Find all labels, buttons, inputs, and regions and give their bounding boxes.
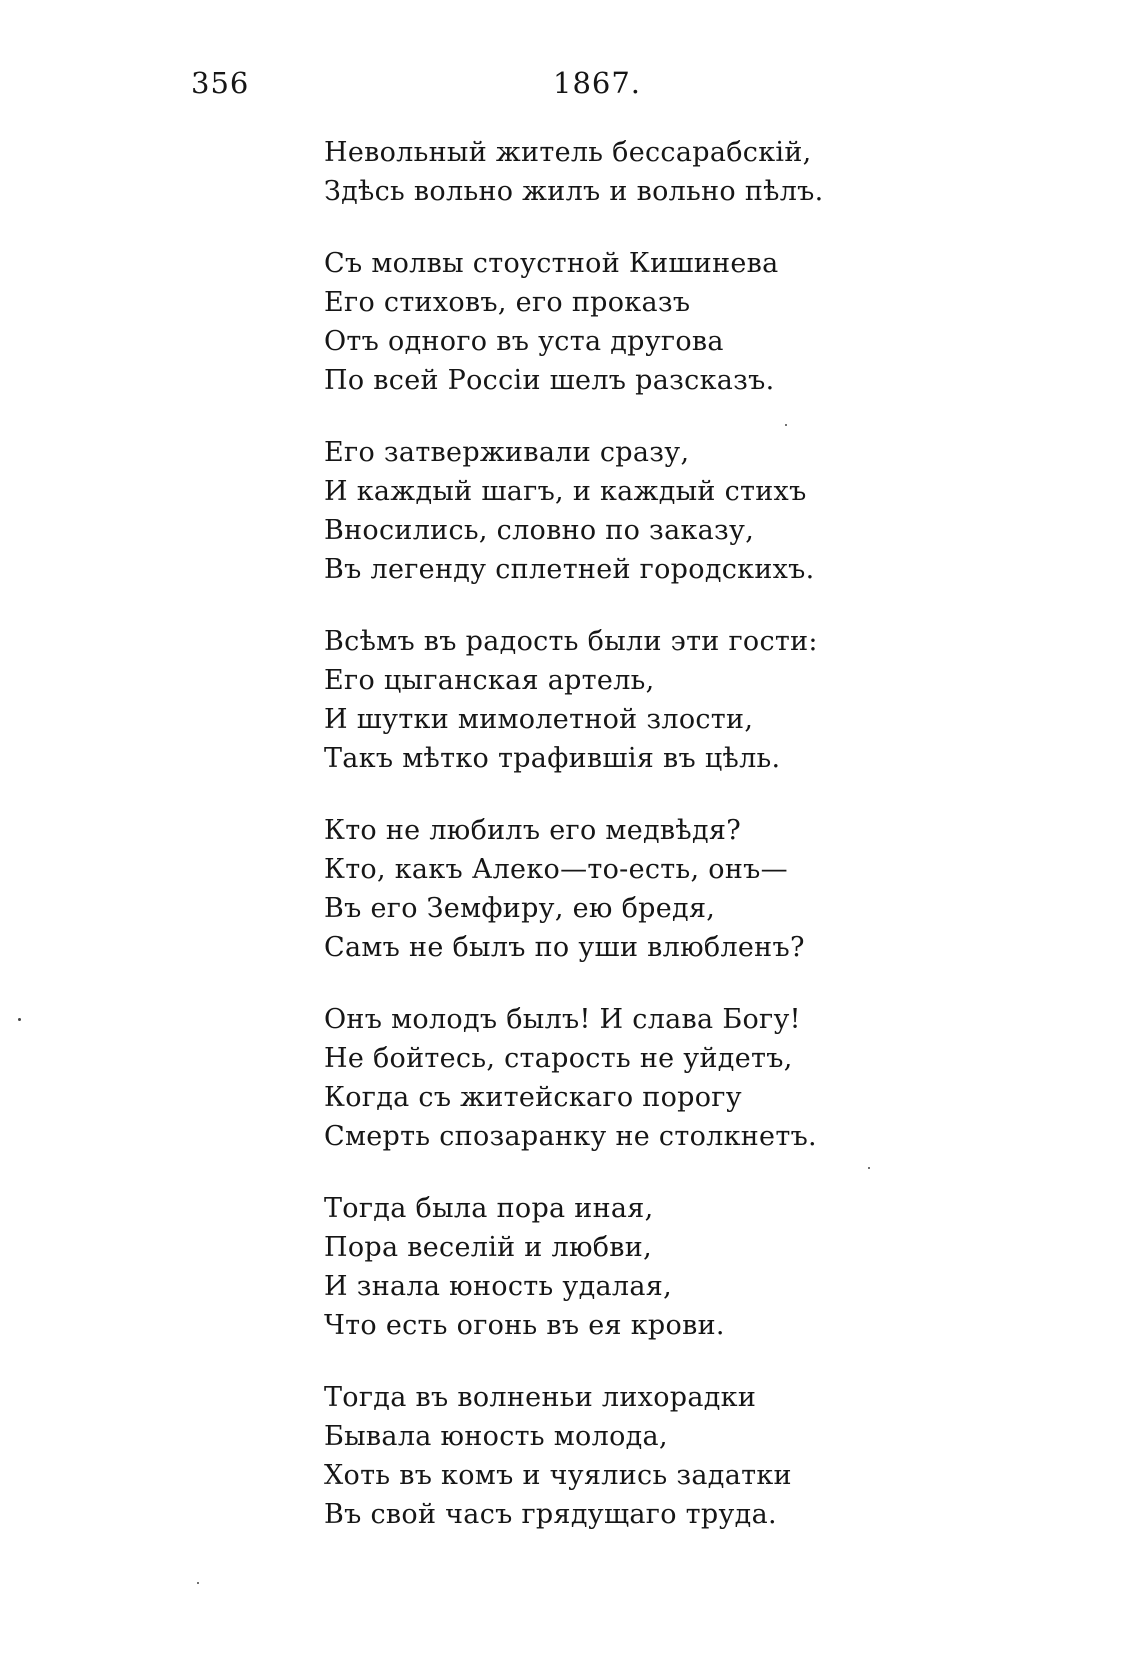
poem-line: Въ легенду сплетней городскихъ.	[324, 554, 815, 585]
poem-line: Не бойтесь, старость не уйдетъ,	[324, 1043, 793, 1074]
poem-line: Бывала юность молода,	[324, 1421, 668, 1452]
poem-line: По всей Россіи шелъ разсказъ.	[324, 365, 775, 396]
poem-line: Самъ не былъ по уши влюбленъ?	[324, 932, 805, 963]
poem	[324, 133, 1044, 1567]
running-head-year: 1867.	[553, 66, 642, 100]
poem-line: Здѣсь вольно жилъ и вольно пѣлъ.	[324, 176, 824, 207]
stanza	[324, 1189, 1044, 1345]
scan-speck	[197, 1582, 199, 1584]
stanza	[324, 1378, 1044, 1534]
poem-line: Кто не любилъ его медвѣдя?	[324, 815, 742, 846]
poem-line: Вносились, словно по заказу,	[324, 515, 755, 546]
poem-line: Что есть огонь въ ея крови.	[324, 1310, 725, 1341]
poem-line: Такъ мѣтко трафившія въ цѣль.	[324, 743, 781, 774]
poem-line: Отъ одного въ уста другова	[324, 326, 724, 357]
poem-line: Тогда въ волненьи лихорадки	[324, 1382, 757, 1413]
poem-line: И знала юность удалая,	[324, 1271, 672, 1302]
stanza	[324, 1000, 1044, 1156]
poem-line: Его затверживали сразу,	[324, 437, 690, 468]
poem-line: Тогда была пора иная,	[324, 1193, 654, 1224]
poem-line: Его цыганская артель,	[324, 665, 655, 696]
poem-line: Пора веселій и любви,	[324, 1232, 652, 1263]
poem-line: Съ молвы стоустной Кишинева	[324, 248, 779, 279]
poem-line: Невольный житель бессарабскій,	[324, 137, 812, 168]
poem-line: Въ свой часъ грядущаго труда.	[324, 1499, 777, 1530]
stanza	[324, 133, 1044, 211]
poem-line: Кто, какъ Алеко—то-есть, онъ—	[324, 854, 788, 885]
stanza	[324, 811, 1044, 967]
poem-line: Смерть спозаранку не столкнетъ.	[324, 1121, 817, 1152]
poem-line: Хоть въ комъ и чуялись задатки	[324, 1460, 792, 1491]
poem-line: Когда съ житейскаго порогу	[324, 1082, 742, 1113]
scan-speck	[785, 424, 787, 426]
poem-line: Его стиховъ, его проказъ	[324, 287, 691, 318]
scan-speck	[18, 1018, 21, 1021]
page-number: 356	[191, 66, 250, 100]
poem-line: Онъ молодъ былъ! И слава Богу!	[324, 1004, 801, 1035]
poem-line: Всѣмъ въ радость были эти гости:	[324, 626, 818, 657]
scan-speck	[868, 1167, 870, 1169]
stanza	[324, 622, 1044, 778]
poem-line: И шутки мимолетной злости,	[324, 704, 754, 735]
stanza	[324, 433, 1044, 589]
poem-line: И каждый шагъ, и каждый стихъ	[324, 476, 807, 507]
poem-line: Въ его Земфиру, ею бредя,	[324, 893, 716, 924]
stanza	[324, 244, 1044, 400]
